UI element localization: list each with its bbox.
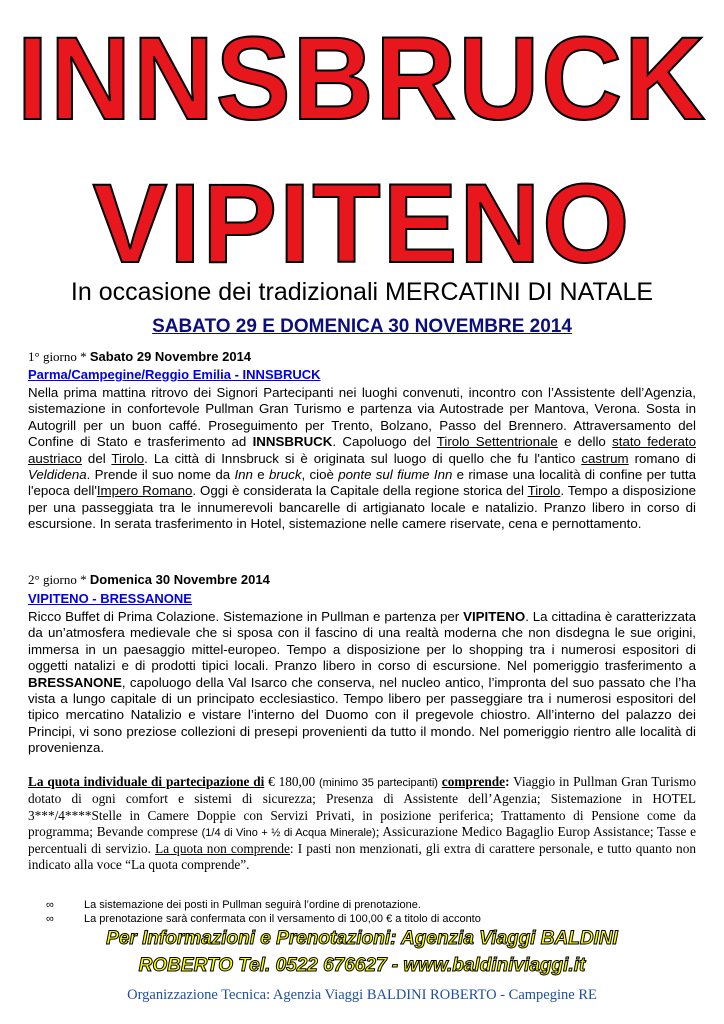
list-item: ∞ La sistemazione dei posti in Pullman seguirà l’ordine di prenotazione. (46, 899, 421, 911)
quota-section: La quota individuale di partecipazione di € 180,00 (minimo 35 partecipanti) comprende: Viaggio in Pullman Gran Turismo dotato di ogni comfort e sistemi di sicurezza; Presenza di Assistente dell’Agenzia; Sistemazione in HOTEL 3***/4****Stelle in Camere Doppie con Servizi Privati, in posizione periferica; Trattamento di Pensione come da programma; Bevande comprese (1/4 di Vino + ½ di Acqua Minerale); Assicurazione Medico Bagaglio Europ Assistance; Tasse e percentuali di servizio. La quota non comprende: I pasti non menzionati, gli extra di carattere personale, e tutto quanto non indicato alla voce “La quota comprende”. (28, 774, 696, 873)
quota-non-comprende: La quota non comprende (155, 841, 290, 857)
link-tirolo-settentrionale[interactable]: Tirolo Settentrionale (436, 434, 558, 450)
infinity-icon: ∞ (46, 899, 54, 911)
occasion-subtitle: In occasione dei tradizionali MERCATINI DI NATALE (70, 278, 654, 306)
footer-organization: Organizzazione Tecnica: Agenzia Viaggi BALDINI ROBERTO - Campegine RE (127, 987, 597, 1003)
day2-date: Domenica 30 Novembre 2014 (89, 572, 270, 587)
quota-price: € 180,00 (264, 774, 319, 789)
list-item: ∞ La prenotazione sarà confermata con il versamento di 100,00 € a titolo di acconto (46, 913, 481, 925)
info-line-1: Per Informazioni e Prenotazioni: Agenzia Viaggi BALDINI (106, 928, 618, 949)
link-austriaco[interactable]: austriaco (28, 450, 82, 466)
infinity-icon: ∞ (46, 913, 54, 925)
day2-route-link[interactable]: VIPITENO - BRESSANONE (28, 591, 192, 606)
day1-date: Sabato 29 Novembre 2014 (89, 349, 252, 364)
quota-comprende: comprende (441, 774, 506, 789)
day1-description: Nella prima mattina ritrovo dei Signori Partecipanti nei luoghi convenuti, incontro con l’Assistente dell’Agenzia, sistemazione in confortevole Pullman Gran Turismo e partenza via Autostrade per Mantova, Verona. Sosta in Autogrill per un buon caffé. Proseguimento per Trento, Bolzano, Passo del Brennero. Attraversamento del Confine di Stato e trasferimento ad INNSBRUCK. Capoluogo del Tirolo Settentrionale e dello stato federato austriaco del Tirolo. La città di Innsbruck si è originata sul luogo di quello che fu l'antico castrum romano di Veldidena. Prende il suo nome da Inn e bruck, cioè ponte sul fiume Inn e rimase una località di confine per tutta l'epoca dell'Impero Romano. Oggi è considerata la Capitale della regione storica del Tirolo. Tempo a disposizione per una passeggiata tra le innumerevoli bancarelle di artigianato locale e natalizio. Pranzo libero in corso di escursione. In serata trasferimento in Hotel, sistemazione nelle camere riservate, cena e pernottamento. (28, 385, 696, 532)
link-impero-romano[interactable]: Impero Romano (96, 483, 193, 499)
quota-drinks: (1/4 di Vino + ½ di Acqua Minerale) (201, 826, 376, 839)
notes-list (46, 898, 481, 926)
day2-heading (28, 572, 270, 588)
trip-dates: SABATO 29 E DOMENICA 30 NOVEMBRE 2014 (152, 316, 572, 337)
quota-title: La quota individuale di partecipazione di (28, 774, 265, 789)
link-tirolo-2[interactable]: Tirolo (527, 483, 561, 499)
link-stato-federato[interactable]: stato federato (612, 434, 696, 450)
day1-heading (28, 349, 251, 365)
day2-prefix: 2° giorno * (28, 572, 90, 587)
link-tirolo[interactable]: Tirolo (111, 450, 145, 466)
link-castrum[interactable]: castrum (581, 450, 629, 466)
day1-route-link[interactable]: Parma/Campegine/Reggio Emilia - INNSBRUCK (28, 367, 321, 382)
quota-minimum: (minimo 35 partecipanti) (318, 777, 438, 789)
title-innsbruck: INNSBRUCK (17, 12, 707, 145)
info-line-2[interactable]: ROBERTO Tel. 0522 676627 - www.baldiniviaggi.it (138, 955, 586, 976)
day2-description: Ricco Buffet di Prima Colazione. Sistemazione in Pullman e partenza per VIPITENO. La cittadina è caratterizzata da un’atmosfera medievale che si sposa con il fascino di una realtà moderna che non disdegna le sue origini, immersa in un paesaggio mittel-europeo. Tempo a disposizione per lo shopping tra i numerosi espositori di oggetti natalizi e di prodotti tipici locali. Pranzo libero in corso di escursione. Nel pomeriggio trasferimento a BRESSANONE, capoluogo della Val Isarco che conserva, nel nucleo antico, l’impronta del suo passato che l’ha vista a lungo capitale di un principato ecclesiastico. Tempo libero per passeggiare tra i numerosi espositori del tipico mercatino Natalizio e vistare l’interno del Duomo con il pregevole chiostro. All’interno del palazzo dei Principi, vi sono preziose collezioni di presepi provenienti da tutto il mondo. Nel pomeriggio rientro alle località di provenienza. (28, 609, 697, 756)
day1-prefix: 1° giorno * (28, 349, 90, 364)
title-vipiteno: VIPITENO (92, 161, 632, 286)
